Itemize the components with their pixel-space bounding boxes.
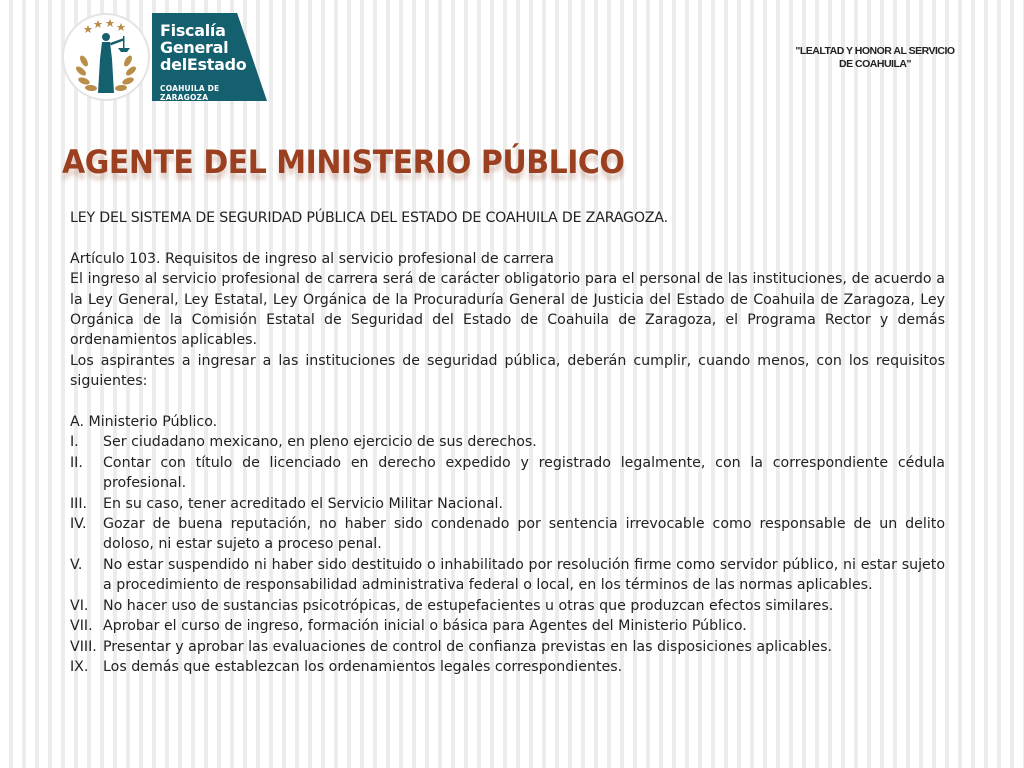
logo-line-2: General xyxy=(160,38,229,57)
list-item-number: VII. xyxy=(70,618,93,635)
list-item xyxy=(70,596,945,616)
slide-title: AGENTE DEL MINISTERIO PÚBLICO xyxy=(62,144,625,182)
list-item-number: III. xyxy=(70,495,88,512)
list-item xyxy=(70,494,945,514)
list-item-text: No estar suspendido ni haber sido destituido o inhabilitado por resolución firme como servidor público, ni estar sujeto a procedimiento de responsabilidad administrativa federal o local, en los términos de las normas aplicables. xyxy=(103,556,945,594)
list-item xyxy=(70,637,945,657)
logo-line-3-a: del xyxy=(160,55,187,74)
slide-content xyxy=(70,208,945,677)
list-item-text: Presentar y aprobar las evaluaciones de control de confianza previstas en las disposiciones aplicables. xyxy=(103,638,833,655)
article-title: Artículo 103. Requisitos de ingreso al servicio profesional de carrera xyxy=(70,250,554,267)
list-item-text: Los demás que establezcan los ordenamientos legales correspondientes. xyxy=(103,658,623,675)
spacer xyxy=(70,228,945,248)
motto-line-1: "LEALTAD Y HONOR AL SERVICIO xyxy=(795,45,955,57)
list-item-text: Contar con título de licenciado en derecho expedido y registrado legalmente, con la correspondiente cédula profesional. xyxy=(103,454,945,492)
list-item-text: Gozar de buena reputación, no haber sido condenado por sentencia irrevocable como responsable de un delito doloso, ni estar sujeto a proceso penal. xyxy=(103,516,945,553)
list-item xyxy=(70,616,945,636)
fiscalia-logo xyxy=(60,12,268,102)
logo-line-3-b: Estado xyxy=(186,55,247,74)
justice-figure-icon xyxy=(64,15,148,99)
spacer xyxy=(70,392,945,412)
paragraph-2: Los aspirantes a ingresar a las instituciones de seguridad pública, deberán cumplir, cuando menos, con los requisitos siguientes: xyxy=(70,352,945,390)
logo-line-1: Fiscalía xyxy=(160,21,226,40)
list-item-text: No hacer uso de sustancias psicotrópicas, de estupefacientes u otras que produzcan efectos similares. xyxy=(103,597,834,614)
list-item-number: VIII. xyxy=(70,638,97,655)
list-item-number: II. xyxy=(70,454,83,471)
list-item-number: V. xyxy=(70,556,83,573)
list-item-number: IX. xyxy=(70,658,89,675)
list-item xyxy=(70,514,945,555)
list-item xyxy=(70,432,945,452)
section-title: A. Ministerio Público. xyxy=(70,414,218,431)
list-item xyxy=(70,453,945,494)
list-item-text: En su caso, tener acreditado el Servicio Militar Nacional. xyxy=(103,495,503,512)
list-item xyxy=(70,555,945,596)
list-item-number: VI. xyxy=(70,597,89,614)
list-item-text: Aprobar el curso de ingreso, formación inicial o básica para Agentes del Ministerio Público. xyxy=(103,618,747,635)
logo-line-3 xyxy=(160,56,246,73)
requirements-list xyxy=(70,432,945,677)
list-item xyxy=(70,657,945,677)
list-item-number: I. xyxy=(70,434,79,451)
list-item-number: IV. xyxy=(70,516,87,533)
logo-subtitle: COAHUILA DE ZARAGOZA xyxy=(160,84,220,102)
motto-line-2: DE COAHUILA" xyxy=(839,58,911,70)
logo-emblem xyxy=(62,13,150,101)
logo-wordmark xyxy=(160,22,246,73)
law-title: LEY DEL SISTEMA DE SEGURIDAD PÚBLICA DEL ESTADO DE COAHUILA DE ZARAGOZA. xyxy=(70,210,668,226)
motto xyxy=(790,45,960,71)
list-item-text: Ser ciudadano mexicano, en pleno ejercicio de sus derechos. xyxy=(103,434,537,451)
paragraph-1: El ingreso al servicio profesional de carrera será de carácter obligatorio para el personal de las instituciones, de acuerdo a la Ley General, Ley Estatal, Ley Orgánica de la Procuraduría General de Justicia del Estado de Coahuila de Zaragoza, Ley Orgánica de la Comisión Estatal de Seguridad del Estado de Coahuila de Zaragoza, el Programa Rector y demás ordenamientos aplicables. xyxy=(70,271,945,349)
